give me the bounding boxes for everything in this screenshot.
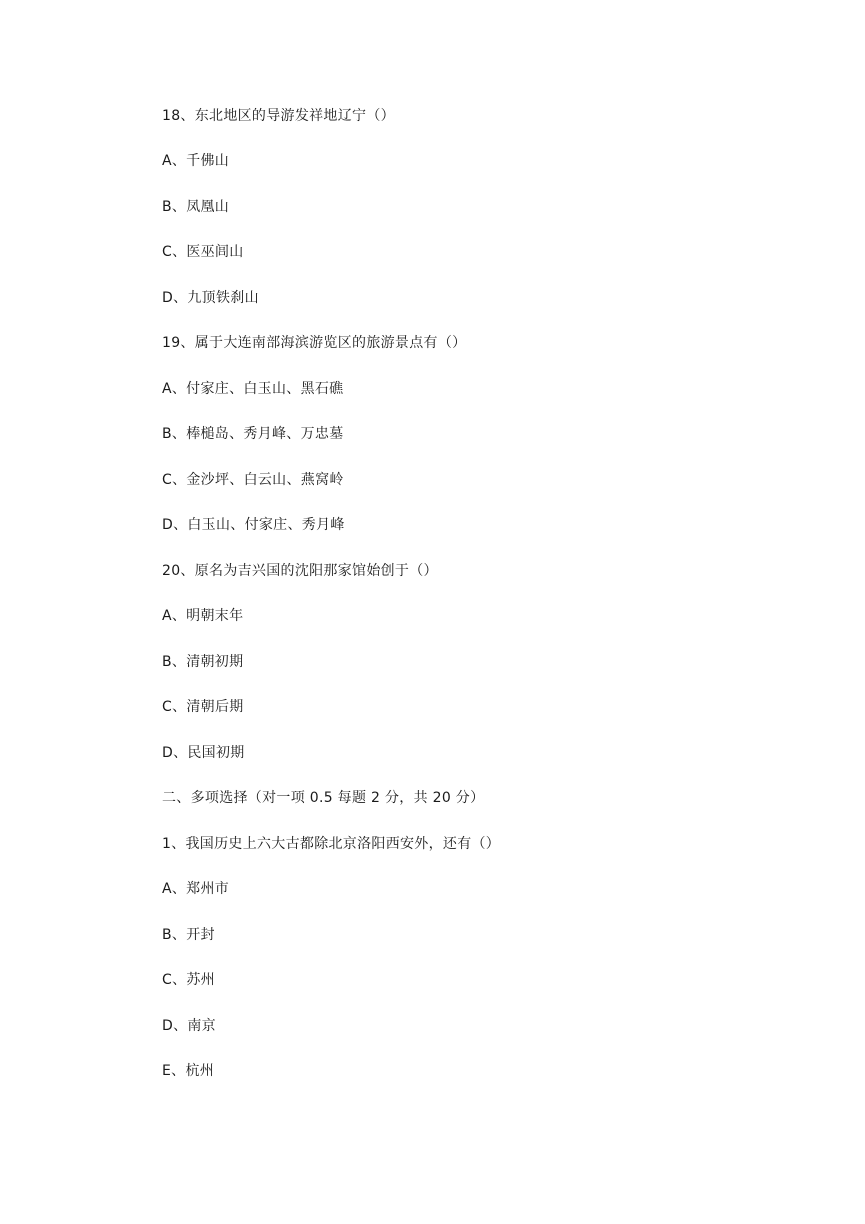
mc-question-1-stem: 1、我国历史上六大古都除北京洛阳西安外，还有（） [162,836,501,852]
question-18-option-a: A、千佛山 [162,153,230,169]
question-19-stem: 19、属于大连南部海滨游览区的旅游景点有（） [162,335,467,351]
question-18-stem: 18、东北地区的导游发祥地辽宁（） [162,108,395,124]
question-18-option-b: B、凤凰山 [162,199,230,215]
question-19-option-b: B、棒槌岛、秀月峰、万忠墓 [162,426,344,442]
mc-question-1-option-c: C、苏州 [162,972,215,988]
question-18-option-c: C、医巫闾山 [162,244,244,260]
question-20-option-d: D、民国初期 [162,745,245,761]
question-19-option-a: A、付家庄、白玉山、黑石礁 [162,381,344,397]
mc-question-1-option-e: E、杭州 [162,1063,215,1079]
question-19-option-d: D、白玉山、付家庄、秀月峰 [162,517,345,533]
question-20-stem: 20、原名为吉兴国的沈阳那家馆始创于（） [162,563,438,579]
question-20-option-c: C、清朝后期 [162,699,244,715]
mc-question-1-option-a: A、郑州市 [162,881,230,897]
question-18-option-d: D、九顶铁刹山 [162,290,259,306]
mc-question-1-option-d: D、南京 [162,1018,216,1034]
mc-question-1-option-b: B、开封 [162,927,215,943]
question-20-option-a: A、明朝末年 [162,608,244,624]
section-heading: 二、多项选择（对一项 0.5 每题 2 分，共 20 分） [162,790,485,806]
question-20-option-b: B、清朝初期 [162,654,244,670]
question-19-option-c: C、金沙坪、白云山、燕窝岭 [162,472,344,488]
